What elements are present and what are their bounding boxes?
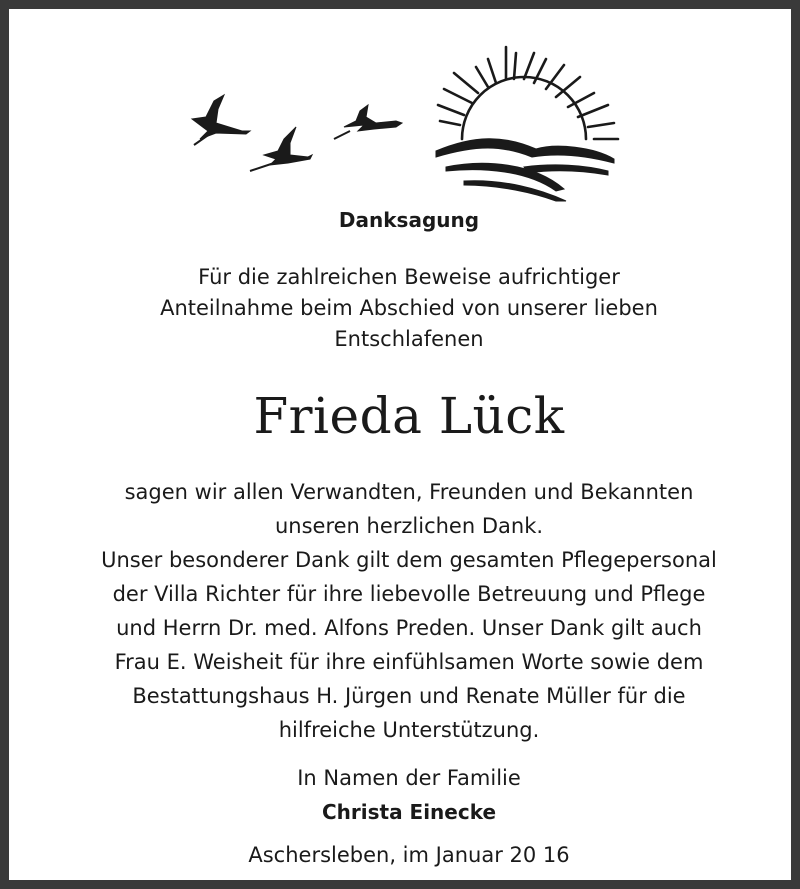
intro-line: Entschlafenen <box>334 327 484 351</box>
body-line: hilfreiche Unterstützung. <box>278 718 540 742</box>
body-line: Frau E. Weisheit für ihre einfühlsamen Worte sowie dem <box>114 650 704 674</box>
body-line: und Herrn Dr. med. Alfons Preden. Unser Dank gilt auch <box>116 616 702 640</box>
intro-line: Anteilnahme beim Abschied von unserer lieben <box>160 296 658 320</box>
notice-illustration <box>184 39 624 204</box>
flying-bird-icon <box>192 95 250 145</box>
deceased-name: Frieda Lück <box>253 387 565 445</box>
intro-line: Für die zahlreichen Beweise aufrichtiger <box>198 265 620 289</box>
body-text <box>29 475 789 747</box>
body-line: Bestattungshaus H. Jürgen und Renate Müller für die <box>132 684 686 708</box>
signer-name: Christa Einecke <box>321 800 497 824</box>
body-line: sagen wir allen Verwandten, Freunden und Bekannten <box>124 480 694 504</box>
notice-heading: Danksagung <box>338 208 480 232</box>
flying-bird-icon <box>250 127 312 171</box>
intro-text <box>29 262 789 355</box>
family-line: In Namen der Familie <box>297 766 521 790</box>
body-line: Unser besonderer Dank gilt dem gesamten Pflegepersonal <box>101 548 717 572</box>
body-line: unseren herzlichen Dank. <box>274 514 544 538</box>
body-line: der Villa Richter für ihre liebevolle Betreuung und Pflege <box>112 582 706 606</box>
place-date: Aschersleben, im Januar 20 16 <box>248 843 570 867</box>
rising-sun-icon <box>438 47 618 139</box>
flying-bird-icon <box>334 105 402 139</box>
hills-icon <box>436 139 614 201</box>
